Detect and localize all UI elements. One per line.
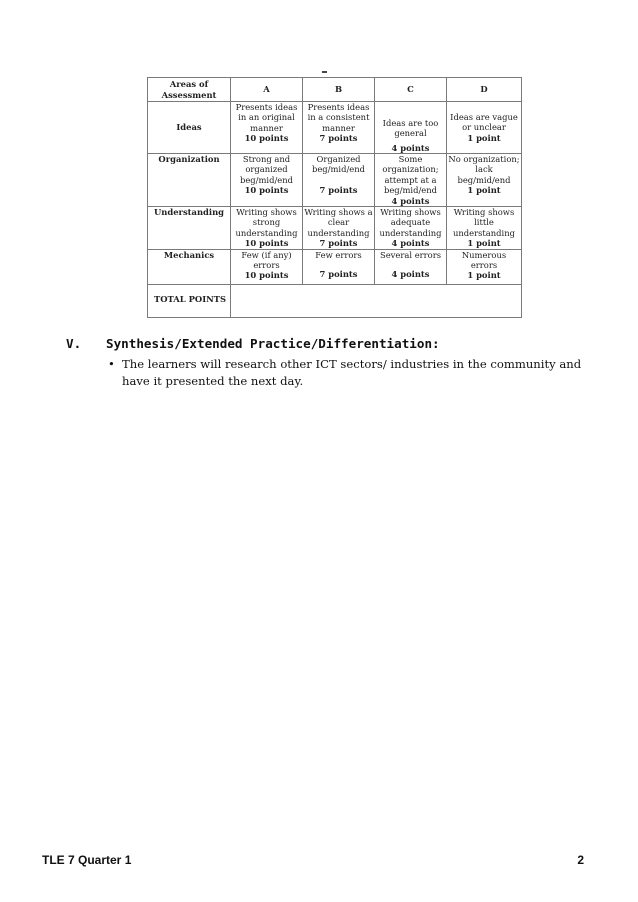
cell-points: 4 points — [391, 142, 430, 153]
cell-points: 4 points — [391, 238, 430, 249]
cell-ideas-a — [231, 102, 303, 154]
cell-desc: Ideas are too general — [382, 117, 439, 139]
total-points-label: TOTAL POINTS — [148, 284, 231, 317]
cell-desc: Presents ideas in a consistent manner — [307, 102, 370, 133]
cell-mechanics-d — [447, 249, 522, 284]
cell-points: 10 points — [244, 133, 289, 144]
header-a: A — [231, 78, 303, 102]
cell-organization-c — [375, 154, 447, 207]
cell-mechanics-c — [375, 249, 447, 284]
cell-understanding-d — [447, 207, 522, 250]
cell-understanding-a — [231, 207, 303, 250]
cell-points: 10 points — [244, 238, 289, 249]
cell-ideas-c — [375, 102, 447, 154]
list-item-text: The learners will research other ICT sectors/ industries in the community and have it presented the next day. — [122, 357, 582, 388]
cell-organization-d — [447, 154, 522, 207]
list-item — [106, 356, 606, 390]
footer-page-number: 2 — [577, 853, 584, 867]
cell-points: 1 point — [467, 185, 501, 196]
header-c: C — [375, 78, 447, 102]
cell-desc: Writing shows adequate understanding — [379, 207, 442, 238]
cell-points: 4 points — [391, 195, 430, 206]
area-understanding: Understanding — [148, 207, 231, 250]
cell-understanding-b — [303, 207, 375, 250]
cell-points: 4 points — [391, 269, 430, 280]
cell-desc: Several errors — [379, 249, 442, 260]
cell-organization-a — [231, 154, 303, 207]
cell-points: 7 points — [319, 133, 358, 144]
rubric-row-organization — [148, 154, 522, 207]
cell-understanding-c — [375, 207, 447, 250]
header-d: D — [447, 78, 522, 102]
total-points-value — [231, 284, 522, 317]
section-number: V. — [66, 336, 82, 351]
cell-points: 1 point — [467, 132, 501, 143]
rubric-row-ideas — [148, 102, 522, 154]
cell-points: 10 points — [244, 270, 289, 281]
area-organization: Organization — [148, 154, 231, 207]
cell-points: 7 points — [319, 238, 358, 249]
cell-points: 7 points — [319, 184, 358, 195]
bullet-list — [106, 356, 606, 390]
cell-desc: Writing shows strong understanding — [235, 207, 298, 238]
cell-points: 10 points — [244, 185, 289, 196]
bullet-icon: • — [108, 357, 115, 371]
header-areas: Areas of Assessment — [148, 78, 231, 102]
section-title: Synthesis/Extended Practice/Differentiation: — [106, 336, 440, 351]
cell-desc: Few errors — [315, 249, 362, 260]
cell-mechanics-a — [231, 249, 303, 284]
area-mechanics: Mechanics — [148, 249, 231, 284]
rubric-row-mechanics — [148, 249, 522, 284]
cell-organization-b — [303, 154, 375, 207]
cell-desc: Numerous errors — [461, 249, 507, 271]
cell-mechanics-b — [303, 249, 375, 284]
cell-desc: Some organization; attempt at a beg/mid/end — [382, 154, 439, 196]
rubric-row-total — [148, 284, 522, 317]
area-ideas: Ideas — [148, 102, 231, 154]
cell-desc: Organized beg/mid/end — [311, 154, 365, 175]
cell-points: 7 points — [319, 269, 358, 280]
cell-desc: No organization; lack beg/mid/end — [448, 154, 520, 185]
cell-points: 1 point — [467, 238, 501, 249]
cell-desc: Writing shows a clear understanding — [304, 207, 373, 238]
rubric-header-row — [148, 78, 522, 102]
cell-ideas-b — [303, 102, 375, 154]
stray-mark — [322, 71, 327, 73]
cell-ideas-d — [447, 102, 522, 154]
cell-desc: Ideas are vague or unclear — [450, 111, 518, 133]
cell-desc: Strong and organized beg/mid/end — [239, 154, 293, 185]
cell-desc: Presents ideas in an original manner — [235, 102, 298, 133]
cell-desc: Few (if any) errors — [241, 249, 292, 271]
footer-course-label: TLE 7 Quarter 1 — [42, 853, 132, 867]
header-b: B — [303, 78, 375, 102]
cell-desc: Writing shows little understanding — [453, 207, 515, 238]
cell-points: 1 point — [467, 270, 501, 281]
rubric-row-understanding — [148, 207, 522, 250]
rubric-table — [147, 77, 522, 318]
